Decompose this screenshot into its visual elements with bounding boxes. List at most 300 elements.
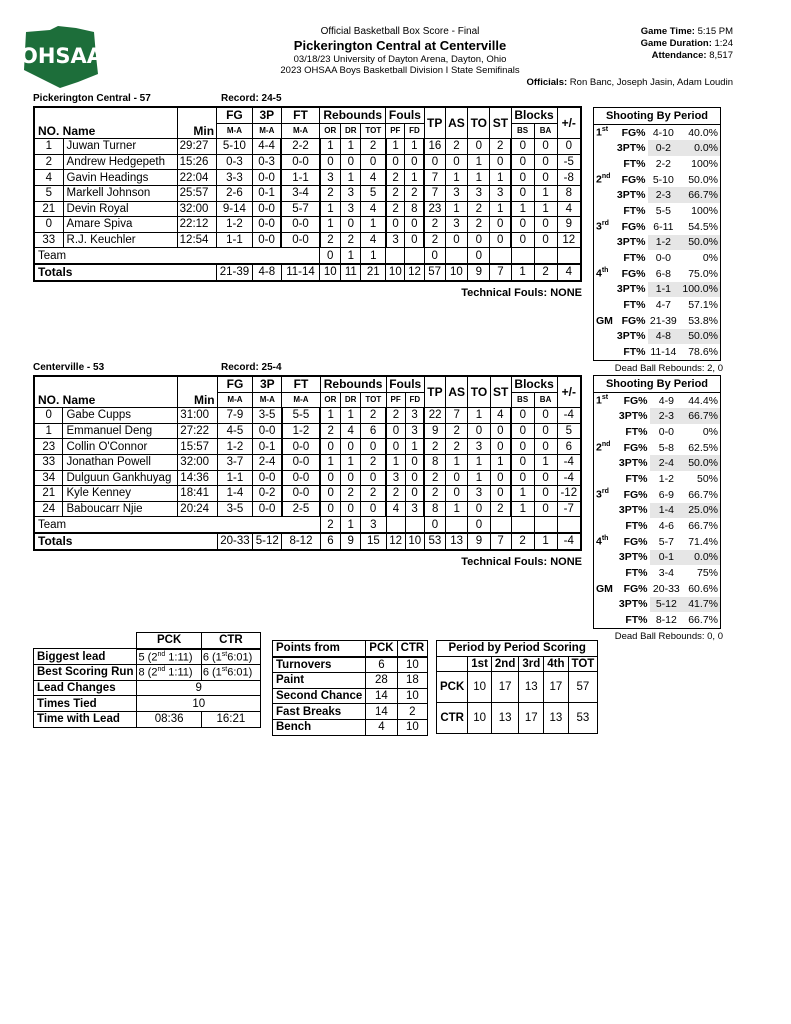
period-label [594,455,615,471]
stat-cell: 16 [424,139,445,155]
stat-cell: 2 [424,470,445,486]
stat-cell: 22:04 [177,170,216,186]
stat-cell: -4 [557,408,581,424]
period-label: 3rd [596,220,609,233]
shot-type: 3PT% [616,236,646,249]
total-cell: 5-12 [253,533,282,550]
stat-cell: 6 [361,423,386,439]
period-label [594,187,615,203]
shot-made-attempted: 6-11 [653,220,674,233]
period-label [594,597,615,613]
stat-cell: 0-0 [253,423,282,439]
stat-cell: 5-7 [281,201,319,217]
team-label: Team [34,517,320,533]
stat-cell: 0 [405,470,424,486]
col-fg: FG [217,107,253,123]
stat-cell: 1-1 [217,470,253,486]
stat-cell: 1 [511,486,534,502]
times-tied-label: Times Tied [34,696,137,712]
stat-cell: 4-4 [252,139,281,155]
stat-cell: 32:00 [177,201,216,217]
stat-cell: 9-14 [217,201,253,217]
table-row [273,657,428,673]
shot-made-attempted: 4-9 [658,394,674,407]
stat-cell: 0 [511,470,534,486]
shot-made-attempted: 5-8 [658,441,674,454]
stat-cell: 0 [511,423,534,439]
shot-made-attempted: 5-10 [652,173,674,186]
shot-type: 3PT% [618,504,648,517]
team-row [34,248,581,264]
shot-made-attempted: 4-10 [652,126,674,139]
stat-cell: 0 [490,439,511,455]
shooting-row [594,597,721,613]
col-as: AS [445,376,467,408]
stat-cell: 0-2 [253,486,282,502]
shot-made-attempted: 1-2 [658,472,674,485]
subcol-ma: M-A [217,392,253,408]
stat-cell: 0 [511,185,534,201]
stat-cell: 1 [468,408,490,424]
shooting-row [594,344,721,360]
time-with-lead-ctr: 16:21 [201,711,260,727]
stat-cell: 4 [341,423,361,439]
stat-cell: 8 [424,454,445,470]
stat-cell: 0 [386,439,405,455]
stat-cell: 1 [534,454,557,470]
period-header: 3rd [519,656,544,672]
points-from-col-ctr: CTR [397,641,428,657]
player-number: 0 [34,217,63,233]
stat-cell: 3-5 [253,408,282,424]
stat-cell: 0 [534,486,557,502]
shot-percentage: 0% [702,252,718,265]
shot-type: 3PT% [616,189,646,202]
stat-cell: 3 [445,217,467,233]
shooting-table [593,107,721,361]
stat-cell: 0 [341,154,361,170]
shot-made-attempted: 2-3 [650,408,684,424]
stat-cell: 3 [320,170,341,186]
shot-type: FG% [623,441,648,454]
stat-cell: -4 [557,470,581,486]
player-number: 21 [34,486,63,502]
shot-made-attempted: 20-33 [652,582,680,595]
stat-cell: 2 [341,232,361,248]
stat-cell: 0 [405,232,424,248]
col-min: Min [178,376,217,408]
shot-percentage: 66.7% [688,488,718,501]
player-name: Kyle Kenney [63,486,178,502]
stat-cell: 2 [320,185,341,201]
stat-cell: 0-0 [252,201,281,217]
stat-cell: 0 [534,423,557,439]
subcol-ba: BA [534,123,557,139]
shot-made-attempted: 5-7 [658,535,674,548]
stat-cell: 0-0 [253,470,282,486]
shot-percentage: 75% [696,567,718,580]
shot-type: FT% [623,299,646,312]
stat-cell: 1 [468,470,490,486]
points-pck: 14 [366,704,397,720]
shot-percentage: 75.0% [688,267,718,280]
total-cell: 10 [405,533,424,550]
table-row [34,439,581,455]
shot-type: FG% [621,314,646,327]
table-row [273,673,428,689]
col-plus-minus: +/- [557,376,581,408]
stat-cell: 5 [557,423,581,439]
shot-percentage: 50.0% [679,329,720,345]
table-row [34,170,581,186]
stat-cell: 0-0 [253,501,282,517]
stat-cell: 1 [320,139,341,155]
shot-made-attempted: 6-9 [658,488,674,501]
player-name: Gavin Headings [63,170,177,186]
player-name: R.J. Keuchler [63,232,177,248]
col-blocks: Blocks [511,376,557,392]
team-stat [511,517,534,533]
stat-cell: 3 [341,201,361,217]
total-cell: -4 [557,533,581,550]
team-stat [445,248,467,264]
period-score: 13 [519,672,544,703]
stat-cell: 7 [424,170,445,186]
shooting-row [594,140,721,156]
game-time-label: Game Time: [640,26,695,37]
period-header: 2nd [491,656,518,672]
table-row [34,470,581,486]
stat-cell: 3-4 [281,185,319,201]
stat-cell: 3 [445,185,467,201]
shooting-row [594,581,721,597]
stat-cell: 6 [557,439,581,455]
player-name: Juwan Turner [63,139,177,155]
points-from-category: Bench [273,719,366,735]
shot-made-attempted: 2-4 [650,455,684,471]
team-stat [490,248,511,264]
team-stat [490,517,511,533]
box-score-table [33,106,582,282]
stat-cell: 3 [468,486,490,502]
player-number: 1 [34,139,63,155]
stat-cell: 4 [386,501,405,517]
total-cell: 57 [424,264,445,281]
period-blank [437,656,468,672]
period-label [594,203,615,219]
total-cell: 2 [511,533,534,550]
stat-cell: 2 [386,170,405,186]
shooting-title: Shooting By Period [594,376,721,393]
shot-made-attempted: 4-8 [648,329,680,345]
team-stat [557,248,581,264]
stat-cell: 23 [424,201,445,217]
shooting-row [594,266,721,282]
period-score: 13 [544,703,568,734]
col-min: Min [177,107,216,139]
stat-cell: 1 [490,454,511,470]
box-score-table [33,375,582,551]
best-run-ctr: 6 (1st6:01) [201,665,260,681]
stat-cell: 0 [320,486,341,502]
stat-cell: 7 [445,408,467,424]
table-row [34,139,581,155]
subcol-tot: TOT [361,392,386,408]
stat-cell: 0 [534,217,557,233]
stat-cell: 3 [341,185,361,201]
period-label [594,140,615,156]
table-row [34,454,581,470]
shooting-row [594,534,721,550]
points-pck: 6 [366,657,397,673]
shooting-row [594,455,721,471]
stat-cell: 0 [386,154,405,170]
stat-cell: 0 [361,501,386,517]
shot-percentage: 100% [691,204,718,217]
col-ft: FT [281,107,319,123]
stat-cell: 3-5 [217,501,253,517]
stat-cell: 2-2 [281,139,319,155]
stat-cell: 8 [424,501,445,517]
stat-cell: 2 [445,439,467,455]
stat-cell: 0 [490,423,511,439]
period-label [594,282,615,298]
stat-cell: -12 [557,486,581,502]
stat-cell: 2 [468,201,490,217]
player-name: Collin O'Connor [63,439,178,455]
shot-type: FG% [621,173,646,186]
total-cell: 9 [468,533,490,550]
stat-cell: 0 [405,217,424,233]
technical-fouls: Technical Fouls: NONE [461,286,582,299]
shot-percentage: 50.0% [688,173,718,186]
team-stat: 1 [341,248,361,264]
col-3p: 3P [253,376,282,392]
biggest-lead-label: Biggest lead [34,649,137,665]
col-plus-minus: +/- [557,107,581,139]
period-label [594,156,615,172]
stat-cell: 0 [534,139,557,155]
shot-type: FG% [621,267,646,280]
points-ctr: 10 [397,657,428,673]
period-label [594,329,615,345]
shot-type: 3PT% [616,283,646,296]
team-stat: 1 [341,517,361,533]
stat-cell: 1 [534,201,557,217]
stat-cell: 0 [534,232,557,248]
player-name: Baboucarr Njie [63,501,178,517]
shot-percentage: 40.0% [688,126,718,139]
stat-cell: 4 [361,170,386,186]
col-rebounds: Rebounds [320,107,386,123]
shot-percentage: 66.7% [688,520,718,533]
total-cell: 7 [490,264,511,281]
stat-cell: 0 [424,154,445,170]
stat-cell: 0 [341,217,361,233]
shot-percentage: 54.5% [688,220,718,233]
stat-cell: 0 [511,154,534,170]
stat-cell: 0 [405,454,424,470]
stat-cell: 2 [361,408,386,424]
subcol-tot: TOT [361,123,386,139]
stat-cell: 2 [445,423,467,439]
stat-cell: 2 [341,486,361,502]
shot-made-attempted: 3-4 [658,567,674,580]
stat-cell: 4 [361,232,386,248]
stat-cell: 0-0 [281,154,319,170]
stat-cell: 0 [490,232,511,248]
shot-type: FG% [623,394,648,407]
team-header [33,93,582,106]
player-number: 24 [34,501,63,517]
stat-cell: 0 [445,154,467,170]
shot-made-attempted: 0-0 [655,252,671,265]
stat-cell: 1 [490,170,511,186]
col-to: TO [468,107,490,139]
shot-type: FG% [623,535,648,548]
shot-type: FG% [621,126,646,139]
points-from-title: Points from [273,641,366,657]
stat-cell: 1-4 [217,486,253,502]
shooting-by-period-centerville [593,375,723,642]
period-label [594,550,615,566]
table-row [437,672,598,703]
total-cell: 6 [320,533,341,550]
table-row [34,217,581,233]
period-label: 2nd [596,441,611,454]
shooting-table [593,375,721,629]
shooting-row [594,440,721,456]
total-cell: 12 [386,533,405,550]
stat-cell: 0 [511,217,534,233]
stat-cell: 0 [341,439,361,455]
stat-cell: 7-9 [217,408,253,424]
col-3p: 3P [252,107,281,123]
subcol-or: OR [320,392,341,408]
shot-percentage: 66.7% [679,187,720,203]
stat-cell: 0-0 [281,232,319,248]
shot-percentage: 0.0% [679,140,720,156]
stat-cell: 29:27 [177,139,216,155]
total-cell: 21-39 [217,264,253,281]
period-score: 17 [519,703,544,734]
period-label [594,408,615,424]
stat-cell: 9 [424,423,445,439]
stat-cell: 0 [468,139,490,155]
stat-cell: 4-5 [217,423,253,439]
period-scoring-table [436,640,598,734]
stat-cell: 0 [386,423,405,439]
stat-cell: 25:57 [177,185,216,201]
stat-cell: 3 [468,439,490,455]
total-cell: 20-33 [217,533,253,550]
player-number: 23 [34,439,63,455]
stat-cell: 0 [534,408,557,424]
shot-percentage: 0% [702,425,718,438]
shot-made-attempted: 11-14 [650,346,677,359]
total-cell: 10 [386,264,405,281]
stat-cell: 2 [424,486,445,502]
team-stat [386,248,405,264]
stat-cell: 1 [341,170,361,186]
period-score: 13 [491,703,518,734]
points-pck: 28 [366,673,397,689]
shot-percentage: 66.7% [683,408,720,424]
period-header: 4th [544,656,568,672]
shooting-row [594,424,721,440]
points-from-category: Fast Breaks [273,704,366,720]
stat-cell: 3-3 [217,170,253,186]
shooting-row [594,187,721,203]
team-section-centerville [33,362,582,568]
stat-cell: 1 [386,454,405,470]
period-scoring-title: Period by Period Scoring [437,641,598,657]
stat-cell: 0 [320,501,341,517]
stat-cell: 0 [534,170,557,186]
total-cell: 11 [341,264,361,281]
team-name-score: Centerville - 53 [33,362,105,373]
shooting-row [594,124,721,140]
stat-cell: 1-2 [217,217,253,233]
shooting-row [594,172,721,188]
shot-type: 3PT% [618,598,648,611]
player-number: 4 [34,170,63,186]
player-number: 33 [34,454,63,470]
stat-cell: 1 [445,454,467,470]
team-stat [557,517,581,533]
shot-type: FT% [623,204,646,217]
shot-made-attempted: 8-12 [655,614,677,627]
team-stat: 0 [468,517,490,533]
lead-changes-label: Lead Changes [34,680,137,696]
stat-cell: 1-2 [217,439,253,455]
stat-cell: 0 [534,439,557,455]
stat-cell: 1 [511,201,534,217]
team-label: Team [34,248,320,264]
total-cell: 4 [557,264,581,281]
points-from-category: Turnovers [273,657,366,673]
shot-type: FT% [625,567,648,580]
stat-cell: 12 [557,232,581,248]
stat-cell: 0-0 [252,170,281,186]
officials-label: Officials: [526,77,568,88]
period-label [594,612,615,628]
stat-cell: 0 [511,454,534,470]
stat-cell: 20:24 [178,501,217,517]
stat-cell: 0 [511,232,534,248]
stat-cell: 2 [424,439,445,455]
total-cell: 10 [320,264,341,281]
stat-cell: 15:26 [177,154,216,170]
period-label [594,250,615,266]
officials-names: Ron Banc, Joseph Jasin, Adam Loudin [569,77,733,88]
subcol-bs: BS [511,123,534,139]
stat-cell: 2 [424,232,445,248]
biggest-lead-pck: 5 (2nd 1:11) [137,649,201,665]
shooting-row [594,235,721,251]
shot-percentage: 25.0% [683,503,720,519]
stat-cell: 0 [511,139,534,155]
totals-label: Totals [34,533,217,550]
team-abbr: PCK [437,672,468,703]
period-label: 1st [596,126,609,139]
col-no-name: NO. Name [34,376,178,408]
player-number: 2 [34,154,63,170]
stat-cell: 1 [320,454,341,470]
shot-type: 3PT% [618,410,648,423]
lead-col-ctr: CTR [201,633,260,649]
shot-made-attempted: 4-7 [655,299,671,312]
